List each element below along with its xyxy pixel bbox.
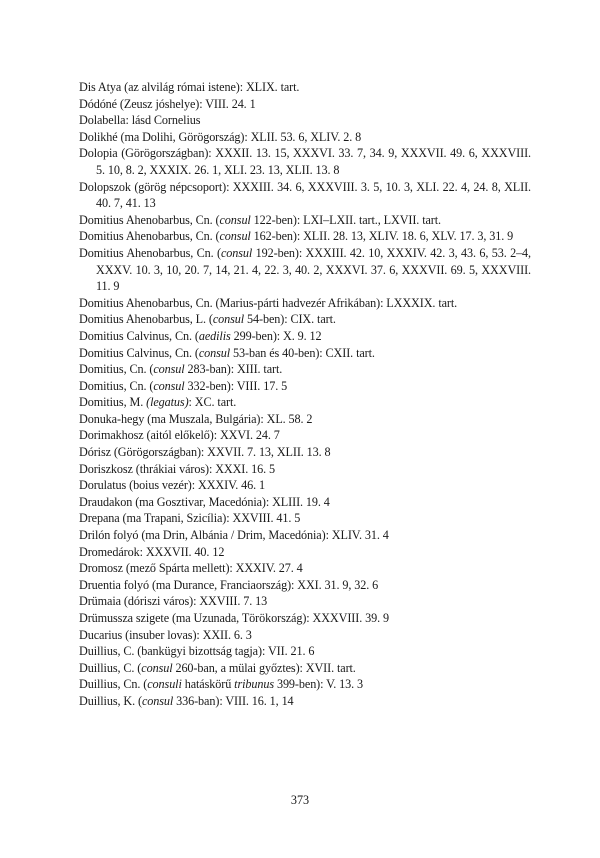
entry-text: Domitius Ahenobarbus, Cn. ( [79,212,220,227]
index-entry [79,145,531,178]
index-entry [79,96,531,113]
entry-text: Domitius, Cn. ( [79,378,154,393]
index-entry [79,444,531,461]
index-entry [79,693,531,710]
index-entry [79,510,531,527]
index-entry [79,477,531,494]
index-entry [79,494,531,511]
index-entry [79,112,531,129]
index-entry [79,610,531,627]
entry-text: Drümaia (dóriszi város): XXVIII. 7. 13 [79,594,268,609]
index-entry [79,411,531,428]
entry-text: Dórisz (Görögországban): XXVII. 7. 13, XLII. 13. 8 [79,445,331,460]
italic-term: consul [219,212,251,227]
entry-text: 162-ben): XLII. 28. 13, XLIV. 18. 6, XLV. 17. 3, 31. 9 [250,229,514,244]
index-entry [79,643,531,660]
index-entry [79,295,531,312]
italic-term: consul [198,345,231,360]
entry-text: Domitius, Cn. ( [79,362,154,377]
entry-text: Dódóné (Zeusz jóshelye): VIII. 24. 1 [79,96,256,111]
entry-text: 54-ben): CIX. tart. [244,312,336,327]
entry-text: Dolopszok (görög népcsoport): XXXIII. 34. 6, XXXVIII. 3. 5, 10. 3, XLI. 22. 4, 24. 8, XLII. 40. 7, 41. 13 [79,179,531,211]
entry-text: Domitius Ahenobarbus, Cn. ( [79,245,221,260]
entry-text: Dolabella: lásd Cornelius [79,113,201,128]
entry-text: 399-ben): V. 13. 3 [274,677,364,692]
italic-term: consul [212,312,245,327]
index-entry [79,378,531,395]
index-entry [79,627,531,644]
entry-text: Drümussza szigete (ma Uzunada, Törökország): XXXVIII. 39. 9 [79,611,389,625]
page-number: 373 [290,793,310,807]
entry-text: Domitius, M. [79,395,147,410]
entry-text: Dorulatus (boius vezér): XXXIV. 46. 1 [79,478,265,493]
index-entry [79,179,531,212]
italic-term: consul [153,362,185,377]
italic-term: tribunus [234,677,274,692]
italic-term: consuli [147,677,182,692]
italic-term: consul [220,245,253,260]
index-entry [79,577,531,594]
entry-text: 336-ban): VIII. 16. 1, 14 [173,693,294,708]
entry-text: Drepana (ma Trapani, Szicília): XXVIII. 41. 5 [79,511,301,526]
entry-text: Drilón folyó (ma Drin, Albánia / Drim, Macedónia): XLIV. 31. 4 [79,528,389,543]
index-entry [79,676,531,693]
italic-term: consul [219,229,251,244]
index-entry [79,461,531,478]
italic-term: (legatus) [146,395,189,410]
index-entry [79,129,531,146]
index-entry [79,79,531,96]
entry-text: Dis Atya (az alvilág római istene): XLIX. tart. [79,80,300,94]
entry-text: 192-ben): XXXIII. 42. 10, XXXIV. 42. 3, 43. 6, 53. 2–4, XXXV. 10. 3, 10, 20. 7, 14, 21. 4, 22. 3, 40. 2, XXXVI. 37. 6, XXXVII. 69. 5, XXXVIII. 11. 9 [96,245,531,294]
index-entry [79,228,531,245]
italic-term: aedilis [198,328,231,343]
italic-term: consul [153,378,185,393]
index-entry [79,544,531,561]
index-entry [79,245,531,295]
index-entry [79,560,531,577]
entry-text: Domitius Calvinus, Cn. ( [79,345,199,360]
index-entry [79,660,531,677]
entry-text: Donuka-hegy (ma Muszala, Bulgária): XL. 58. 2 [79,411,313,426]
index-entry [79,527,531,544]
entry-text: 283-ban): XIII. tart. [184,362,283,377]
entry-text: 332-ben): VIII. 17. 5 [184,378,288,393]
entry-text: Domitius Calvinus, Cn. ( [79,328,199,343]
entry-text: 53-ban és 40-ben): CXII. tart. [230,345,375,360]
entry-text: Ducarius (insuber lovas): XXII. 6. 3 [79,627,252,642]
index-entry [79,311,531,328]
entry-text: 260-ban, a mülai győztes): XVII. tart. [172,660,356,675]
entry-text: Duillius, C. ( [79,660,142,675]
index-entry [79,345,531,362]
entry-text: Doriszkosz (thrákiai város): XXXI. 16. 5 [79,461,276,476]
entry-text: hatáskörű [181,677,235,692]
entry-text: Dorimakhosz (aitól előkelő): XXVI. 24. 7 [79,428,280,443]
index-entry [79,593,531,610]
entry-text: 299-ben): X. 9. 12 [230,328,322,343]
index-entry [79,394,531,411]
entry-text: Duillius, K. ( [79,693,142,708]
index-entry [79,212,531,229]
entry-text: 122-ben): LXI–LXII. tart., LXVII. tart. [250,212,441,227]
entry-text: Dolikhé (ma Dolihi, Görögország): XLII. 53. 6, XLIV. 2. 8 [79,129,362,144]
italic-term: consul [141,660,173,675]
entry-text: Druentia folyó (ma Durance, Franciaország): XXI. 31. 9, 32. 6 [79,577,379,592]
entry-text: : XC. tart. [188,395,237,410]
index-entry [79,361,531,378]
entry-text: Draudakon (ma Gosztivar, Macedónia): XLIII. 19. 4 [79,494,330,509]
index-list [79,79,531,710]
entry-text: Duillius, Cn. ( [79,677,148,692]
entry-text: Dolopia (Görögországban): XXXII. 13. 15, XXXVI. 33. 7, 34. 9, XXXVII. 49. 6, XXXVIII. 5. 10, 8. 2, XXXIX. 26. 1, XLI. 23. 13, XLII. 13. 8 [79,146,531,177]
entry-text: Dromosz (mező Spárta mellett): XXXIV. 27. 4 [79,561,303,576]
entry-text: Domitius Ahenobarbus, Cn. ( [79,229,220,244]
index-entry [79,427,531,444]
entry-text: Domitius Ahenobarbus, Cn. (Marius-párti hadvezér Afrikában): LXXXIX. tart. [79,295,458,310]
italic-term: consul [141,693,174,708]
entry-text: Dromedárok: XXXVII. 40. 12 [79,544,225,559]
entry-text: Domitius Ahenobarbus, L. ( [79,312,213,327]
entry-text: Duillius, C. (bankügyi bizottság tagja): VII. 21. 6 [79,644,315,659]
index-entry [79,328,531,345]
